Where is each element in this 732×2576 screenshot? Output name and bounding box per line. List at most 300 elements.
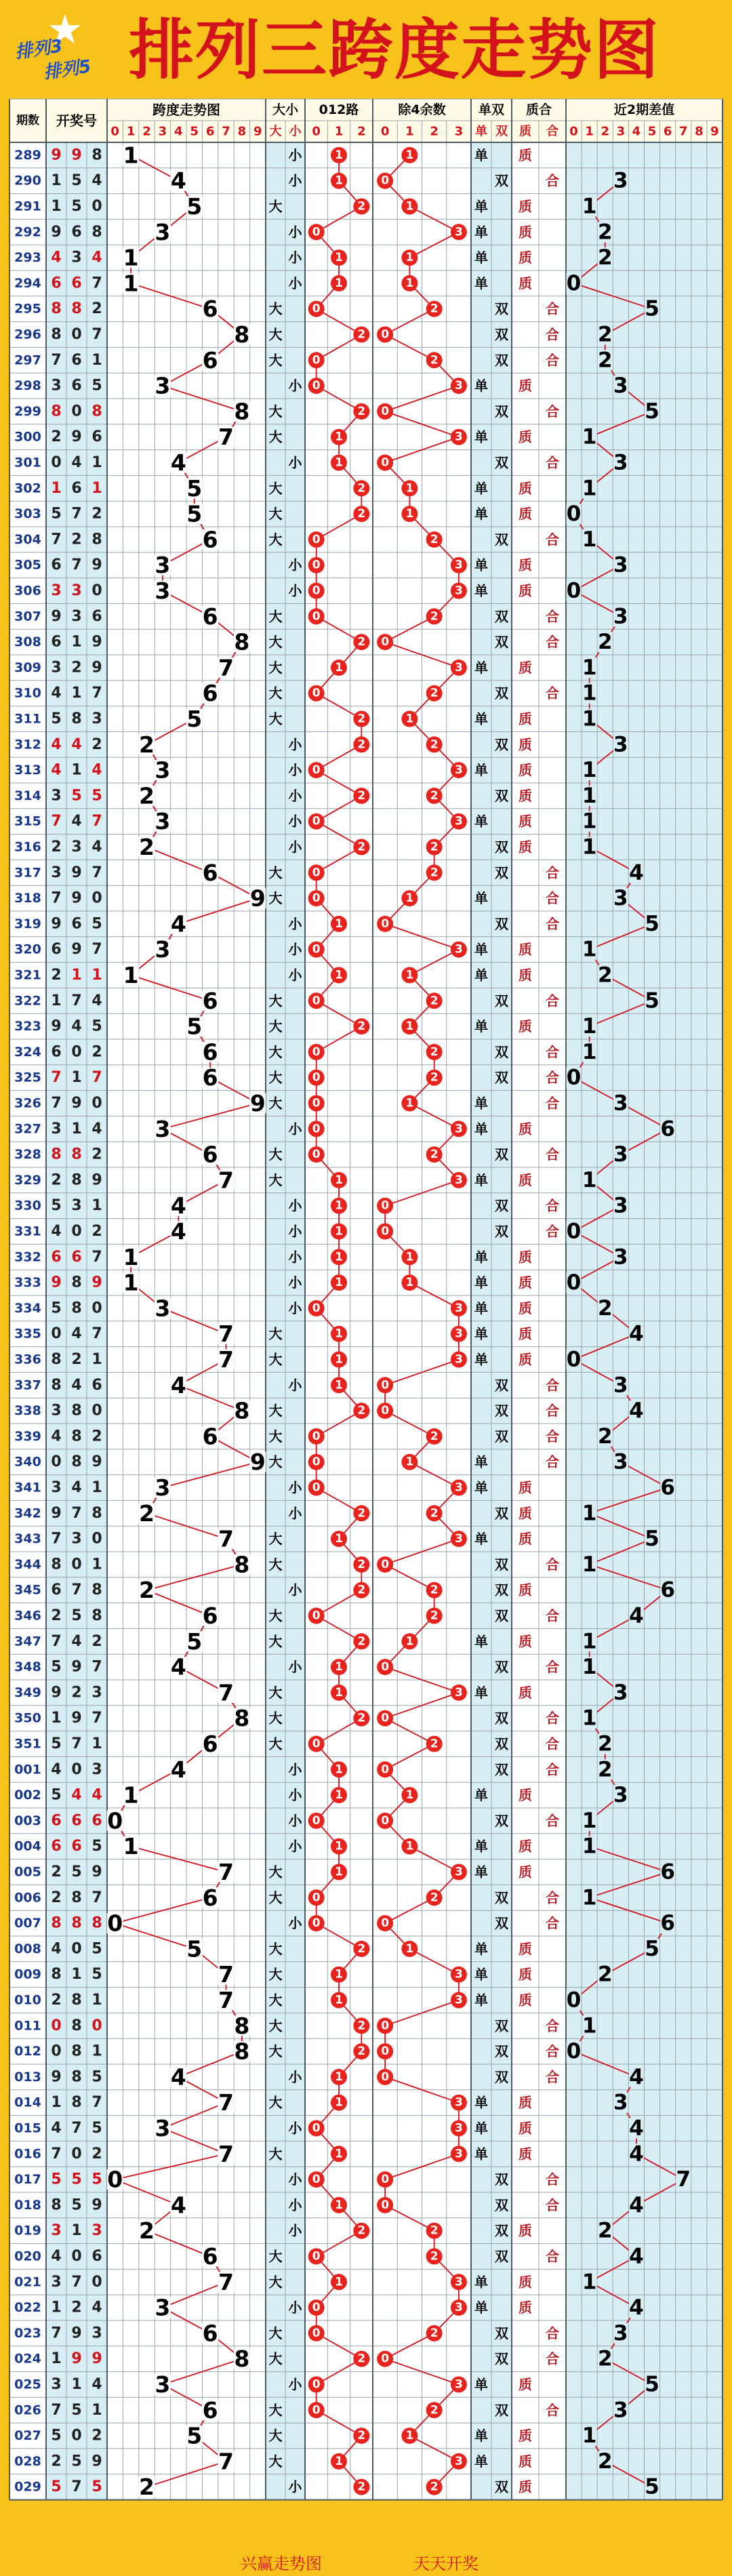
- small-mark: 小: [288, 1249, 302, 1266]
- diff-value: 4: [629, 2064, 644, 2089]
- odd-mark: 单: [474, 710, 488, 727]
- big-mark: 大: [268, 890, 283, 907]
- diff-digit-header: 4: [632, 124, 641, 139]
- draw-digit: 9: [51, 1018, 62, 1035]
- mod4-value: 2: [430, 1148, 439, 1162]
- small-mark: 小: [288, 1377, 302, 1394]
- draw-digit: 5: [92, 1966, 102, 1984]
- mod3-value: 1: [335, 2095, 343, 2110]
- diff-value: 3: [613, 168, 628, 193]
- mod3-value: 0: [312, 532, 321, 546]
- mod3-value: 1: [335, 2198, 343, 2212]
- even-mark: 双: [495, 2171, 508, 2188]
- even-mark: 双: [495, 1889, 508, 1906]
- period-cell: 007: [14, 1916, 41, 1931]
- diff-value: 4: [629, 2192, 644, 2217]
- draw-digit: 6: [51, 1582, 62, 1599]
- mod4-value: 3: [454, 1173, 463, 1187]
- draw-digit: 5: [92, 2120, 102, 2137]
- draw-digit: 0: [51, 2042, 62, 2060]
- draw-digit: 4: [51, 1223, 62, 1240]
- span-value: 6: [202, 1603, 218, 1629]
- period-cell: 348: [14, 1659, 41, 1675]
- draw-digit: 0: [71, 1940, 82, 1958]
- even-mark: 双: [495, 1607, 508, 1624]
- mod4-value: 2: [430, 2249, 439, 2263]
- mod3-value: 0: [312, 609, 321, 624]
- draw-digit: 9: [51, 607, 62, 625]
- small-mark: 小: [288, 2299, 302, 2316]
- draw-digit: 3: [51, 582, 62, 599]
- even-mark: 双: [495, 1377, 508, 1394]
- draw-digit: 6: [71, 377, 82, 395]
- period-cell: 292: [14, 224, 41, 240]
- span-value: 3: [155, 2371, 171, 2398]
- big-mark: 大: [268, 1325, 283, 1342]
- odd-mark: 单: [474, 428, 488, 445]
- diff-value: 1: [582, 2270, 597, 2295]
- span-value: 3: [155, 218, 171, 245]
- period-cell: 006: [14, 1890, 41, 1906]
- mod4-value: 2: [430, 1891, 439, 1905]
- span-value: 2: [139, 2474, 155, 2501]
- diff-value: 1: [582, 1501, 597, 1526]
- draw-digit: 6: [92, 1812, 102, 1830]
- diff-value: 1: [582, 194, 597, 219]
- small-mark: 小: [288, 2196, 302, 2213]
- mod3-value: 1: [335, 276, 343, 290]
- small-mark: 小: [288, 2068, 302, 2085]
- mod3-value: 1: [335, 1763, 343, 1777]
- composite-mark: 合: [546, 2196, 559, 2213]
- prime-mark: 质: [518, 1505, 532, 1522]
- span-value: 3: [155, 1115, 171, 1142]
- period-cell: 312: [14, 737, 41, 752]
- draw-digit: 1: [71, 761, 82, 779]
- big-mark: 大: [268, 1992, 283, 2009]
- even-mark: 双: [495, 2068, 508, 2085]
- span-value: 5: [186, 475, 203, 502]
- big-mark: 大: [268, 1095, 283, 1112]
- draw-digit: 0: [92, 2273, 102, 2291]
- span-value: 6: [202, 859, 218, 886]
- diff-value: 3: [613, 2320, 628, 2346]
- diff-value: 0: [566, 1988, 582, 2013]
- draw-digit: 0: [51, 2017, 62, 2034]
- mod4-value: 0: [381, 2352, 390, 2366]
- period-cell: 022: [14, 2300, 41, 2316]
- big-mark: 大: [268, 2043, 283, 2060]
- span-value: 5: [186, 2422, 203, 2449]
- draw-digit: 6: [71, 1248, 82, 1266]
- mod4-value: 0: [381, 1378, 390, 1392]
- draw-digit: 6: [51, 633, 62, 651]
- mod3-value: 1: [335, 430, 343, 444]
- draw-digit: 0: [92, 1530, 102, 1548]
- mod3-value: 0: [312, 1045, 321, 1059]
- span-value: 7: [218, 1346, 234, 1373]
- span-digit-header: 3: [158, 124, 167, 139]
- mod4-value: 0: [381, 1224, 390, 1239]
- mod4-subheader: 0: [380, 124, 390, 139]
- draw-digit: 3: [92, 710, 102, 727]
- draw-digit: 4: [71, 454, 82, 471]
- even-mark: 双: [495, 1403, 508, 1420]
- draw-digit: 1: [92, 479, 102, 497]
- diff-value: 3: [613, 2090, 628, 2115]
- diff-value: 0: [566, 2039, 582, 2064]
- draw-digit: 4: [51, 2120, 62, 2137]
- prime-mark: 质: [518, 1274, 532, 1291]
- period-cell: 012: [14, 2044, 41, 2059]
- draw-digit: 8: [92, 1582, 102, 1599]
- draw-digit: 1: [92, 1351, 102, 1368]
- mod4-value: 3: [454, 1865, 463, 1879]
- draw-digit: 8: [92, 1607, 102, 1624]
- mod4-value: 3: [454, 1327, 463, 1341]
- even-mark: 双: [495, 1710, 508, 1727]
- draw-digit: 8: [71, 1402, 82, 1420]
- odd-mark: 单: [474, 1171, 488, 1188]
- period-cell: 293: [14, 250, 41, 266]
- mod3-value: 2: [357, 2045, 366, 2059]
- composite-mark: 合: [546, 352, 559, 369]
- draw-digit: 8: [71, 1914, 82, 1932]
- draw-digit: 7: [71, 505, 82, 523]
- composite-mark: 合: [546, 454, 559, 471]
- diff-value: 1: [582, 2423, 597, 2449]
- diff-value: 3: [613, 886, 628, 911]
- big-mark: 大: [268, 685, 283, 702]
- mod3-value: 0: [312, 891, 321, 906]
- draw-digit: 6: [71, 1812, 82, 1830]
- draw-digit: 8: [71, 1992, 82, 2009]
- draw-digit: 4: [71, 1376, 82, 1394]
- mod4-value: 3: [454, 2377, 463, 2392]
- draw-digit: 7: [92, 2094, 102, 2112]
- big-mark: 大: [268, 1146, 283, 1163]
- mod4-value: 0: [381, 917, 390, 931]
- odd-mark: 单: [474, 249, 488, 266]
- draw-digit: 7: [51, 2325, 62, 2342]
- composite-mark: 合: [546, 890, 559, 907]
- draw-digit: 9: [71, 1658, 82, 1676]
- prime-mark: 质: [518, 2478, 532, 2495]
- draw-digit: 6: [71, 275, 82, 292]
- mod4-value: 3: [454, 942, 463, 957]
- big-mark: 大: [268, 2350, 283, 2367]
- draw-digit: 3: [51, 2273, 62, 2291]
- prime-mark: 质: [518, 1992, 532, 2009]
- small-mark: 小: [288, 1787, 302, 1804]
- draw-digit: 4: [92, 1120, 102, 1138]
- mod3-value: 1: [335, 1199, 343, 1213]
- span-value: 6: [202, 1884, 218, 1911]
- span-digit-header: 6: [205, 124, 215, 139]
- even-mark: 双: [495, 403, 508, 420]
- diff-value: 3: [613, 1449, 628, 1474]
- draw-digit: 7: [92, 941, 102, 959]
- draw-digit: 0: [71, 2145, 82, 2162]
- draw-digit: 5: [51, 505, 62, 523]
- diff-value: 1: [582, 1808, 597, 1833]
- draw-digit: 7: [51, 1530, 62, 1548]
- prime-comp-header: 质合: [525, 102, 552, 117]
- draw-digit: 8: [71, 1274, 82, 1291]
- span-value: 8: [234, 398, 250, 425]
- period-cell: 316: [14, 839, 41, 855]
- period-cell: 019: [14, 2223, 41, 2238]
- draw-digit: 7: [51, 2145, 62, 2162]
- draw-digit: 8: [71, 1171, 82, 1189]
- draw-digit: 4: [92, 992, 102, 1009]
- even-mark: 双: [495, 1761, 508, 1778]
- even-mark: 双: [495, 1069, 508, 1086]
- span-value: 6: [202, 2243, 218, 2270]
- big-mark: 大: [268, 1018, 283, 1035]
- draw-digit: 9: [92, 2196, 102, 2214]
- period-cell: 020: [14, 2249, 41, 2264]
- mod3-value: 0: [312, 1148, 321, 1162]
- composite-mark: 合: [546, 1453, 559, 1470]
- mod3-value: 0: [312, 2121, 321, 2135]
- even-mark: 双: [495, 2325, 508, 2341]
- diff-value: 1: [582, 783, 597, 808]
- draw-digit: 5: [71, 787, 82, 805]
- odd-mark: 单: [474, 1121, 488, 1138]
- composite-mark: 合: [546, 2043, 559, 2060]
- diff-value: 3: [613, 2398, 628, 2423]
- period-cell: 351: [14, 1736, 41, 1752]
- composite-mark: 合: [546, 2325, 559, 2341]
- mod4-value: 0: [381, 456, 390, 470]
- logo-line-1: 排列3: [14, 36, 64, 63]
- draw-digit: 4: [71, 1325, 82, 1343]
- draw-digit: 3: [51, 864, 62, 881]
- mod4-value: 0: [381, 2045, 390, 2059]
- big-mark: 大: [268, 1966, 283, 1983]
- period-cell: 289: [14, 147, 41, 163]
- draw-digit: 0: [92, 1402, 102, 1420]
- mod3-value: 1: [335, 1685, 343, 1699]
- diff-value: 2: [597, 2449, 613, 2474]
- even-mark: 双: [495, 1146, 508, 1163]
- draw-digit: 3: [51, 2222, 62, 2240]
- mod4-subheader: 3: [454, 124, 464, 139]
- span-value: 1: [123, 1243, 139, 1270]
- draw-digit: 5: [71, 198, 82, 215]
- prime-mark: 质: [518, 1249, 532, 1266]
- mod3-value: 0: [312, 1429, 321, 1443]
- draw-digit: 3: [71, 1530, 82, 1548]
- span-value: 7: [218, 654, 234, 681]
- draw-digit: 0: [71, 2427, 82, 2444]
- period-cell: 301: [14, 455, 41, 470]
- odd-mark: 单: [474, 146, 488, 163]
- composite-mark: 合: [546, 1659, 559, 1676]
- draw-digit: 1: [71, 1966, 82, 1984]
- diff-value: 2: [597, 2346, 613, 2371]
- mod3-value: 0: [312, 1916, 321, 1931]
- diff-value: 1: [582, 758, 597, 783]
- mod3-value: 0: [312, 942, 321, 957]
- draw-digit: 2: [51, 1864, 62, 1880]
- mod3-subheader: 1: [334, 124, 344, 139]
- mod3-value: 1: [335, 1967, 343, 1981]
- draw-digit: 7: [71, 2120, 82, 2137]
- draw-digit: 4: [92, 249, 102, 266]
- composite-mark: 合: [546, 1761, 559, 1778]
- period-cell: 025: [14, 2377, 41, 2392]
- period-cell: 296: [14, 327, 41, 342]
- big-mark: 大: [268, 1633, 283, 1650]
- mod4-value: 0: [381, 2070, 390, 2084]
- mod3-value: 0: [312, 225, 321, 239]
- mod3-value: 1: [335, 174, 343, 188]
- period-cell: 018: [14, 2197, 41, 2213]
- period-cell: 001: [14, 1762, 41, 1777]
- mod3-value: 0: [312, 763, 321, 778]
- diff-value: 3: [613, 374, 628, 399]
- span-value: 4: [170, 2192, 186, 2219]
- diff-digit-header: 0: [569, 124, 578, 139]
- span-value: 5: [186, 193, 203, 220]
- draw-digit: 1: [71, 1069, 82, 1087]
- mod4-value: 1: [405, 251, 414, 265]
- draw-digit: 5: [71, 1607, 82, 1624]
- draw-digit: 2: [92, 1146, 102, 1163]
- even-mark: 双: [495, 2222, 508, 2239]
- span-value: 3: [155, 1474, 171, 1501]
- small-mark: 小: [288, 967, 302, 984]
- period-cell: 308: [14, 635, 41, 650]
- draw-digit: 2: [92, 1428, 102, 1445]
- prime-mark: 质: [518, 1325, 532, 1342]
- diff-value: 1: [582, 527, 597, 552]
- draw-digit: 2: [51, 1889, 62, 1906]
- mod3-value: 1: [335, 1993, 343, 2007]
- mod3-value: 1: [335, 2070, 343, 2084]
- diff-value: 1: [582, 655, 597, 680]
- draw-digit: 7: [71, 1582, 82, 1599]
- draw-digit: 5: [92, 2478, 102, 2496]
- composite-mark: 合: [546, 531, 559, 548]
- prime-mark: 质: [518, 967, 532, 984]
- even-mark: 双: [495, 839, 508, 856]
- period-cell: 021: [14, 2274, 41, 2290]
- period-cell: 330: [14, 1198, 41, 1213]
- draw-digit: 5: [92, 2068, 102, 2086]
- diff-value: 5: [645, 2372, 659, 2397]
- composite-mark: 合: [546, 2402, 559, 2419]
- draw-digit: 4: [92, 1786, 102, 1804]
- draw-digit: 9: [51, 146, 62, 164]
- period-cell: 011: [14, 2018, 41, 2034]
- mod4-value: 3: [454, 225, 463, 239]
- big-mark: 大: [268, 1351, 283, 1368]
- composite-mark: 合: [546, 1223, 559, 1240]
- diff-value: 0: [566, 1270, 582, 1295]
- period-cell: 310: [14, 685, 41, 701]
- even-mark: 双: [495, 1735, 508, 1752]
- mod3-value: 1: [335, 1532, 343, 1546]
- diff-value: 1: [582, 476, 597, 501]
- prime-mark: 质: [518, 2376, 532, 2393]
- draw-digit: 8: [51, 1146, 62, 1163]
- diff-value: 1: [582, 1552, 597, 1577]
- draw-digit: 8: [71, 710, 82, 727]
- big-mark: 大: [268, 608, 283, 625]
- draw-digit: 4: [71, 813, 82, 830]
- draw-digit: 3: [51, 2376, 62, 2393]
- mod4-value: 2: [430, 840, 439, 854]
- small-mark: 小: [288, 454, 302, 471]
- draw-digit: 3: [71, 249, 82, 266]
- odd-mark: 单: [474, 967, 488, 984]
- draw-digit: 0: [51, 1325, 62, 1343]
- mod3-value: 1: [335, 1173, 343, 1187]
- odd-mark: 单: [474, 1966, 488, 1983]
- period-cell: 324: [14, 1044, 41, 1060]
- period-cell: 313: [14, 763, 41, 778]
- composite-mark: 合: [546, 326, 559, 343]
- diff-value: 1: [582, 424, 597, 449]
- big-mark: 大: [268, 710, 283, 727]
- diff-value: 5: [645, 988, 659, 1013]
- odd-mark: 单: [474, 2274, 488, 2291]
- draw-digit: 2: [51, 1992, 62, 2009]
- draw-digit: 8: [71, 2068, 82, 2086]
- prime-mark: 质: [518, 2094, 532, 2111]
- composite-mark: 合: [546, 864, 559, 881]
- composite-mark: 合: [546, 1146, 559, 1163]
- period-cell: 331: [14, 1224, 41, 1239]
- mod3-value: 1: [335, 2454, 343, 2468]
- mod3-value: 1: [335, 1839, 343, 1853]
- diff-value: 2: [597, 630, 613, 655]
- draw-digit: 4: [92, 839, 102, 856]
- period-cell: 345: [14, 1582, 41, 1598]
- span-value: 3: [155, 936, 171, 963]
- draw-digit: 7: [71, 2478, 82, 2496]
- big-mark: 大: [268, 1403, 283, 1420]
- mod4-value: 2: [430, 1429, 439, 1443]
- mod3-value: 0: [312, 2173, 321, 2187]
- even-mark: 双: [495, 1812, 508, 1829]
- prime-mark: 质: [518, 2453, 532, 2470]
- prime-mark: 质: [518, 378, 532, 395]
- diff-value: 4: [629, 1398, 644, 1424]
- big-small-subheader: 大: [269, 124, 282, 139]
- prime-mark: 质: [518, 249, 532, 266]
- mod4-value: 2: [430, 2480, 439, 2494]
- odd-mark: 单: [474, 2428, 488, 2444]
- draw-digit: 1: [51, 2350, 62, 2368]
- big-mark: 大: [268, 1889, 283, 1906]
- composite-mark: 合: [546, 172, 559, 189]
- mod4-value: 1: [405, 1020, 414, 1034]
- mod3-value: 0: [312, 2249, 321, 2263]
- mod4-value: 3: [454, 1301, 463, 1315]
- prime-mark: 质: [518, 557, 532, 573]
- mod4-value: 2: [430, 994, 439, 1008]
- mod3-value: 0: [312, 302, 321, 316]
- odd-mark: 单: [474, 224, 488, 241]
- big-small-header: 大小: [272, 102, 299, 117]
- draw-digit: 5: [92, 2171, 102, 2188]
- draw-digit: 7: [71, 2273, 82, 2291]
- span-value: 8: [234, 1397, 250, 1424]
